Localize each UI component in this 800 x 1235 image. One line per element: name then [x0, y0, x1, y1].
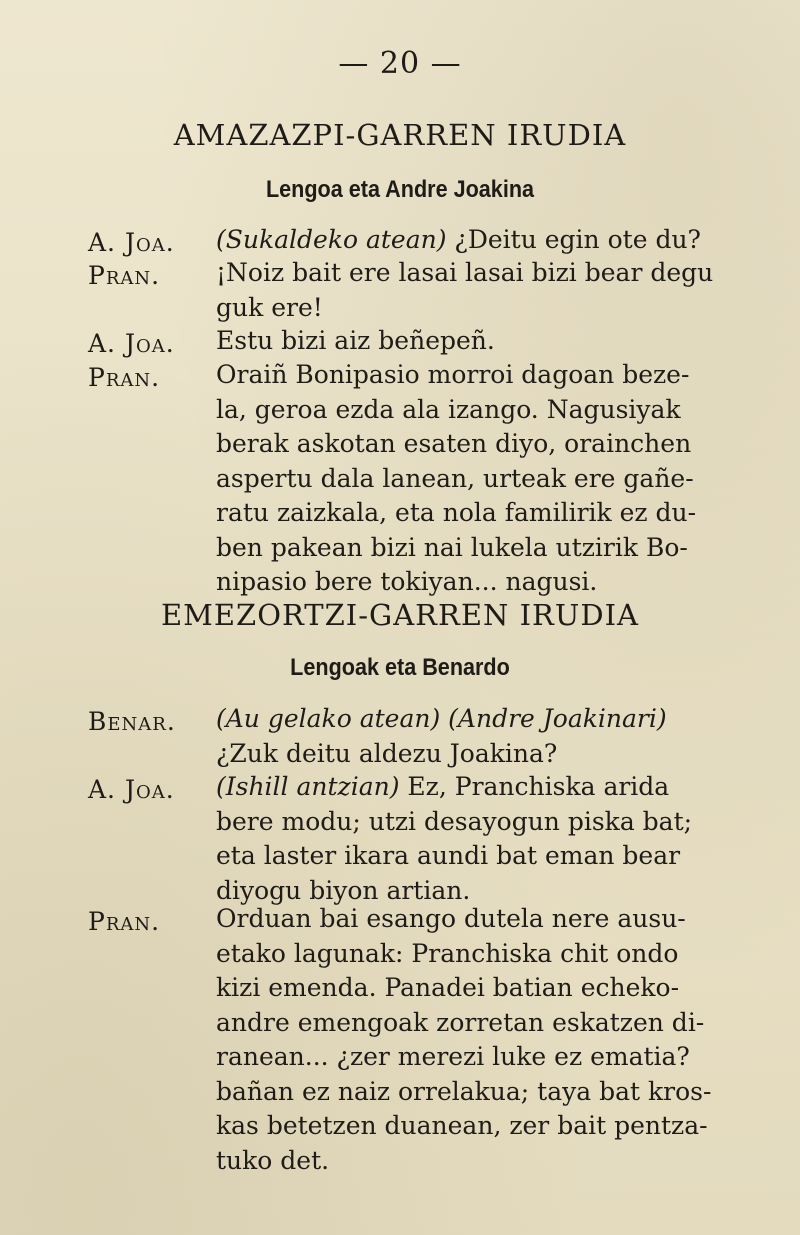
speech-text: [216, 358, 791, 600]
speech-line: [216, 770, 791, 805]
speech-line: berak askotan esaten diyo, orainchen: [216, 429, 692, 458]
speech-line: Orduan bai esango dutela nere ausu-: [216, 904, 686, 933]
stage-direction: (Andre Joakinari): [448, 704, 667, 733]
speech-line: etako lagunak: Pranchiska chit ondo: [216, 938, 679, 968]
speech-line: guk ere!: [216, 292, 323, 322]
speech-text: [216, 256, 791, 325]
speech-line: diyogu biyon artian.: [216, 875, 471, 905]
speech-line: nipasio bere tokiyan... nagusi.: [216, 567, 598, 596]
speech-line: bere modu; utzi desayogun piska bat;: [216, 806, 693, 836]
speech-line: eta laster ikara aundi bat eman bear: [216, 841, 681, 870]
speaker-label: Pran.: [88, 261, 161, 290]
scene-title-1: AMAZAZPI-GARREN IRUDIA: [173, 118, 627, 152]
stage-direction: (Au gelako atean): [216, 704, 441, 733]
speaker-label: Pran.: [88, 907, 161, 936]
scene-subtitle-2: Lengoak eta Benardo: [290, 654, 510, 681]
page-number: — 20 —: [338, 46, 462, 81]
speaker-label: Benar.: [88, 707, 176, 736]
speech-fragment: ¿Deitu egin ote du?: [446, 225, 701, 254]
speaker-label: A. Joa.: [88, 775, 175, 804]
speech-line: la, geroa ezda ala izango. Nagusiyak: [216, 394, 681, 424]
speech-line: bañan ez naiz orrelakua; taya bat kros-: [216, 1076, 712, 1106]
stage-direction: (Ishill antzian): [216, 772, 400, 801]
speech-line: Estu bizi aiz beñepeñ.: [216, 326, 495, 355]
speech-line: kizi emenda. Panadei batian echeko-: [216, 973, 680, 1002]
speech-line: [216, 223, 791, 258]
speech-line: ranean... ¿zer merezi luke ez ematia?: [216, 1042, 690, 1071]
speech-text: [216, 902, 791, 1178]
speech-line: kas betetzen duanean, zer bait pentza-: [216, 1111, 708, 1140]
speech-line: Oraiñ Bonipasio morroi dagoan beze-: [216, 360, 690, 389]
speech-line: [216, 702, 791, 737]
speaker-label: A. Joa.: [88, 228, 175, 257]
speech-line: ¿Zuk deitu aldezu Joakina?: [216, 738, 558, 768]
scene-subtitle-1: Lengoa eta Andre Joakina: [265, 176, 535, 203]
speech-text: [216, 702, 791, 771]
speech-line: ¡Noiz bait ere lasai lasai bizi bear degu: [216, 258, 714, 287]
speech-line: ben pakean bizi nai lukela utzirik Bo-: [216, 532, 688, 562]
speaker-label: A. Joa.: [88, 329, 175, 358]
speech-line: andre emengoak zorretan eskatzen di-: [216, 1007, 705, 1037]
speech-text: [216, 770, 791, 908]
speech-fragment: Ez, Pranchiska arida: [399, 772, 670, 801]
speech-text: [216, 324, 791, 359]
scene-title-2: EMEZORTZI-GARREN IRUDIA: [161, 598, 639, 632]
speech-line: ratu zaizkala, eta nola familirik ez du-: [216, 498, 697, 527]
stage-direction: (Sukaldeko atean): [216, 225, 447, 254]
speech-text: [216, 223, 791, 258]
speech-line: tuko det.: [216, 1145, 330, 1175]
speaker-label: Pran.: [88, 363, 161, 392]
speech-line: aspertu dala lanean, urteak ere gañe-: [216, 463, 694, 493]
